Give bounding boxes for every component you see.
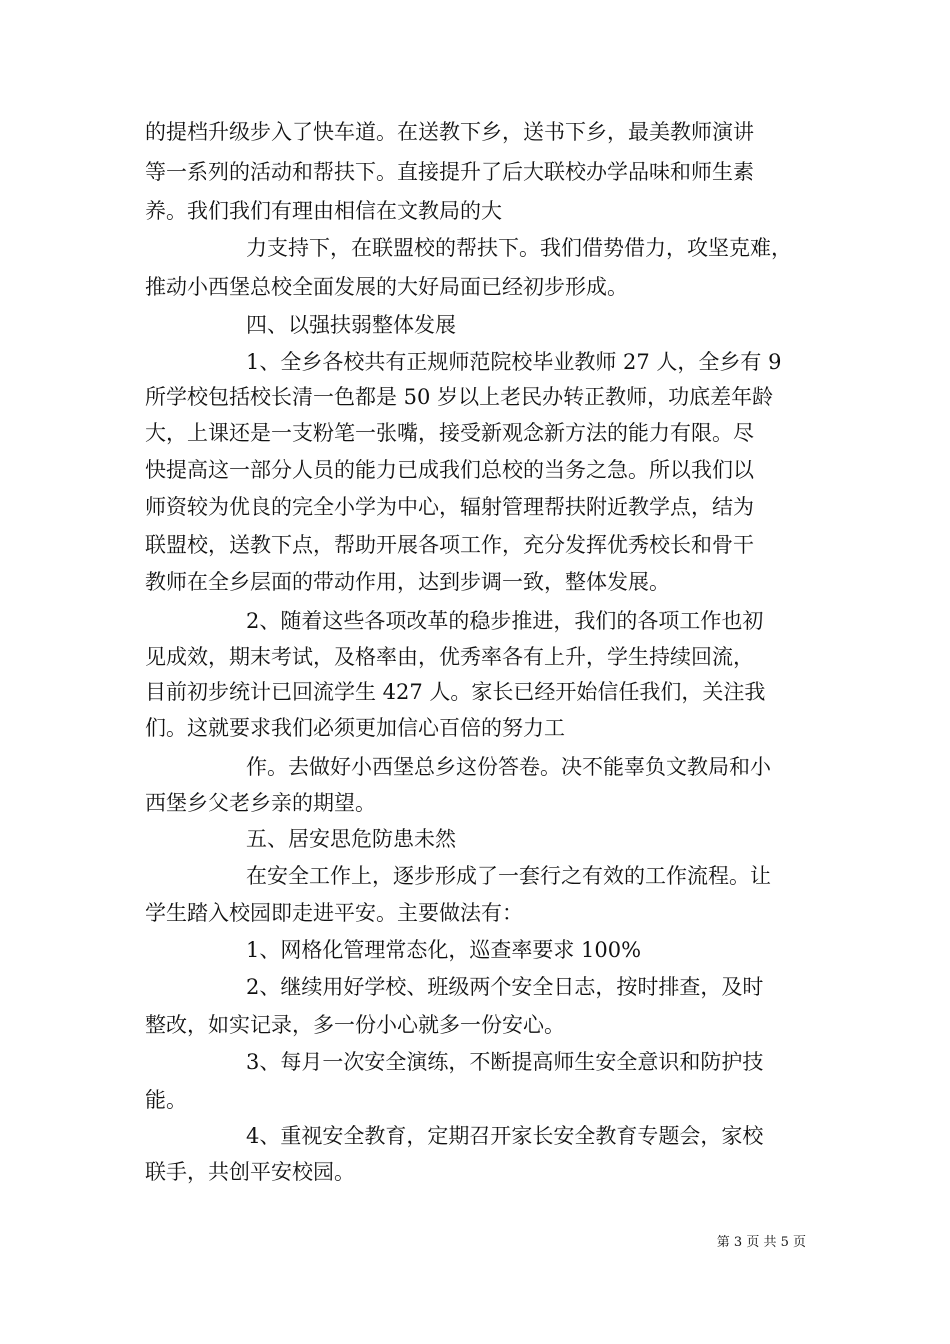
text-line: 养。我们我们有理由相信在文教局的大 <box>145 199 502 223</box>
text-line: 的提档升级步入了快车道。在送教下乡，送书下乡，最美教师演讲 <box>145 120 754 144</box>
text-line: 教师在全乡层面的带动作用，达到步调一致，整体发展。 <box>145 570 670 594</box>
text-line: 推动小西堡总校全面发展的大好局面已经初步形成。 <box>145 275 628 299</box>
text-line: 3、每月一次安全演练，不断提高师生安全意识和防护技 <box>246 1050 764 1074</box>
text-line: 4、重视安全教育，定期召开家长安全教育专题会，家校 <box>246 1124 764 1148</box>
section-heading: 四、以强扶弱整体发展 <box>246 313 456 337</box>
text-line: 所学校包括校长清一色都是 50 岁以上老民办转正教师，功底差年龄 <box>145 385 774 409</box>
text-line: 能。 <box>145 1088 187 1112</box>
text-line: 师资较为优良的完全小学为中心，辐射管理帮扶附近教学点，结为 <box>145 495 754 519</box>
text-line: 联手，共创平安校园。 <box>145 1160 355 1184</box>
text-line: 整改，如实记录，多一份小心就多一份安心。 <box>145 1013 565 1037</box>
text-line: 在安全工作上，逐步形成了一套行之有效的工作流程。让 <box>246 864 771 888</box>
text-line: 学生踏入校园即走进平安。主要做法有： <box>145 901 523 925</box>
text-line: 们。这就要求我们必须更加信心百倍的努力工 <box>145 716 565 740</box>
page-footer: 第 3 页 共 5 页 <box>716 1235 806 1250</box>
text-line: 快提高这一部分人员的能力已成我们总校的当务之急。所以我们以 <box>145 458 754 482</box>
text-line: 2、继续用好学校、班级两个安全日志，按时排查，及时 <box>246 975 764 999</box>
text-line: 大，上课还是一支粉笔一张嘴，接受新观念新方法的能力有限。尽 <box>145 421 754 445</box>
text-line: 1、全乡各校共有正规师范院校毕业教师 27 人，全乡有 9 <box>246 350 782 374</box>
text-line: 西堡乡父老乡亲的期望。 <box>145 791 376 815</box>
text-line: 1、网格化管理常态化，巡查率要求 100% <box>246 938 642 962</box>
text-line: 作。去做好小西堡总乡这份答卷。决不能辜负文教局和小 <box>246 755 771 779</box>
text-line: 2、随着这些各项改革的稳步推进，我们的各项工作也初 <box>246 609 764 633</box>
text-line: 见成效，期末考试，及格率由，优秀率各有上升，学生持续回流， <box>145 645 754 669</box>
text-line: 等一系列的活动和帮扶下。直接提升了后大联校办学品味和师生素 <box>145 160 754 184</box>
text-line: 力支持下，在联盟校的帮扶下。我们借势借力，攻坚克难， <box>246 236 792 260</box>
text-line: 联盟校，送教下点，帮助开展各项工作，充分发挥优秀校长和骨干 <box>145 533 754 557</box>
section-heading: 五、居安思危防患未然 <box>246 827 456 851</box>
text-line: 目前初步统计已回流学生 427 人。家长已经开始信任我们，关注我 <box>145 680 766 704</box>
